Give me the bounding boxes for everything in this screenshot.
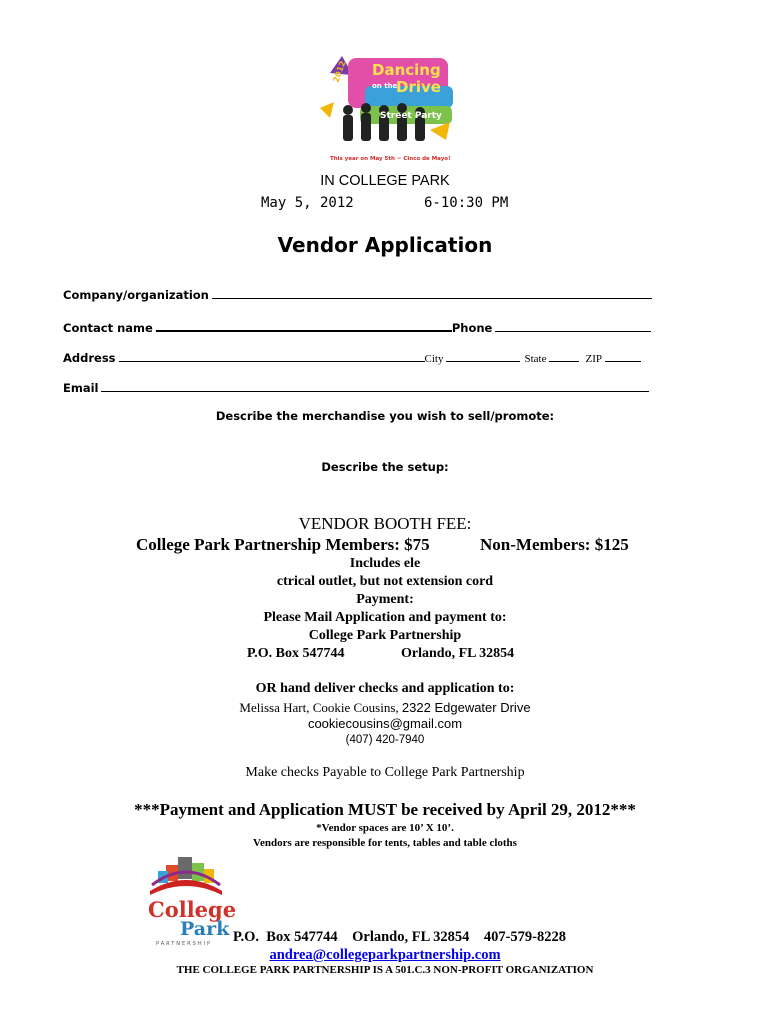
- hand-deliver-address: [0, 699, 770, 717]
- svg-text:PARTNERSHIP: PARTNERSHIP: [156, 941, 213, 947]
- non-members-fee: Non-Members: $125: [480, 535, 629, 554]
- company-label: Company/organization: [63, 288, 209, 302]
- contact-person: Melissa Hart, Cookie Cousins,: [239, 700, 402, 715]
- zip-input-line[interactable]: [605, 360, 641, 362]
- zip-label: ZIP: [585, 353, 602, 365]
- merchandise-prompt: Describe the merchandise you wish to sell/promote:: [215, 409, 555, 423]
- contact-phone: (407) 420-7940: [345, 734, 425, 746]
- booth-fee-heading: VENDOR BOOTH FEE:: [298, 514, 472, 533]
- college-park-logo-graphic: [146, 855, 237, 947]
- svg-text:College: College: [148, 897, 237, 922]
- checks-payable: Make checks Payable to College Park Partnership: [245, 765, 525, 780]
- event-logo: [310, 48, 460, 166]
- city-input-line[interactable]: [446, 360, 520, 362]
- hand-deliver-heading: OR hand deliver checks and application to:: [255, 681, 515, 696]
- svg-text:Dancing: Dancing: [372, 61, 441, 79]
- footer-address: P.O. Box 547744 Orlando, FL 32854 407-579-8228: [233, 929, 566, 945]
- svg-text:Street Party: Street Party: [380, 111, 442, 121]
- city-label: City: [424, 353, 444, 365]
- page-title: Vendor Application: [277, 233, 493, 257]
- state-label: State: [524, 353, 547, 365]
- state-input-line[interactable]: [549, 360, 579, 362]
- event-time: 6-10:30 PM: [424, 195, 509, 211]
- college-park-logo: [146, 855, 237, 947]
- phone-label: Phone: [451, 321, 493, 335]
- phone-input-line[interactable]: [495, 330, 651, 332]
- po-box: P.O. Box 547744: [247, 646, 345, 661]
- org-name: College Park Partnership: [308, 628, 462, 643]
- vendor-responsibility-note: Vendors are responsible for tents, tables and table cloths: [253, 837, 517, 849]
- city-state-zip: Orlando, FL 32854: [401, 646, 515, 661]
- includes-line-1: Includes ele: [349, 556, 421, 571]
- payment-heading: Payment:: [356, 592, 414, 607]
- contact-input-line[interactable]: [156, 329, 452, 332]
- address-input-line[interactable]: [119, 360, 425, 362]
- event-date: May 5, 2012: [261, 195, 354, 211]
- company-field[interactable]: [63, 286, 652, 304]
- partnership-email[interactable]: andrea@collegeparkpartnership.com: [269, 947, 501, 963]
- deadline-notice: ***Payment and Application MUST be received by April 29, 2012***: [134, 800, 636, 819]
- event-logo-graphic: [310, 48, 460, 166]
- footer-email-link[interactable]: [0, 947, 770, 964]
- mail-to-text: Please Mail Application and payment to:: [263, 610, 507, 625]
- members-fee: College Park Partnership Members: $75: [136, 535, 430, 554]
- svg-text:2012: 2012: [331, 59, 348, 84]
- contact-email[interactable]: cookiecousins@gmail.com: [307, 716, 463, 731]
- svg-text:on the: on the: [372, 82, 398, 90]
- svg-text:This year on May 5th ~ Cinco d: This year on May 5th ~ Cinco de Mayo!: [330, 156, 451, 162]
- svg-text:Drive: Drive: [396, 78, 441, 96]
- company-input-line[interactable]: [212, 297, 652, 299]
- email-label: Email: [63, 381, 99, 395]
- location-text: IN COLLEGE PARK: [320, 173, 450, 189]
- email-field[interactable]: [63, 379, 649, 397]
- contact-field[interactable]: [63, 319, 651, 337]
- nonprofit-statement: THE COLLEGE PARK PARTNERSHIP IS A 501.C.3 NON-PROFIT ORGANIZATION: [176, 964, 594, 976]
- contact-label: Contact name: [63, 321, 153, 335]
- email-input-line[interactable]: [101, 390, 649, 392]
- setup-prompt: Describe the setup:: [321, 460, 449, 474]
- address-field[interactable]: [63, 349, 641, 367]
- street-address: 2322 Edgewater Drive: [401, 700, 531, 715]
- svg-text:Park: Park: [180, 918, 230, 940]
- includes-line-2: ctrical outlet, but not extension cord: [276, 574, 494, 589]
- address-label: Address: [63, 351, 116, 365]
- vendor-space-note: *Vendor spaces are 10’ X 10’.: [316, 822, 454, 834]
